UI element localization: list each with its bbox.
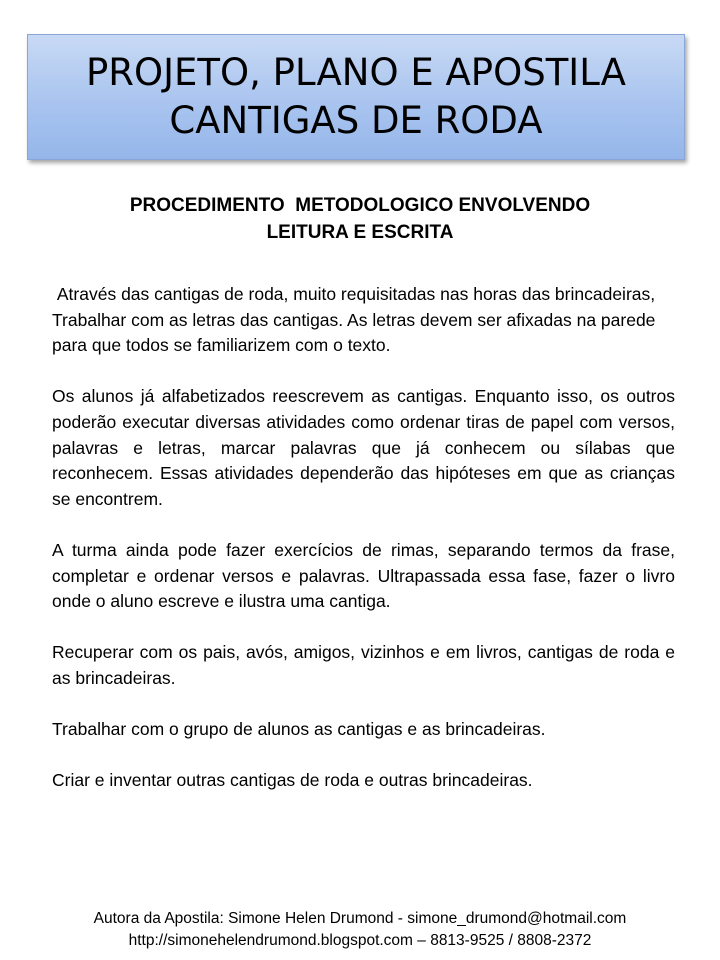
paragraph-recover: Recuperar com os pais, avós, amigos, vizinhos e em livros, cantigas de roda e as brincadeiras. <box>52 642 675 688</box>
footer <box>0 908 720 952</box>
paragraph-intro: Através das cantigas de roda, muito requisitadas nas horas das brincadeiras, Trabalhar com as letras das cantigas. As letras devem ser afixadas na parede para que todos se familiarizem com o texto. <box>52 284 661 356</box>
paragraph-create: Criar e inventar outras cantigas de roda e outras brincadeiras. <box>52 770 533 791</box>
section-heading-line-2: LEITURA E ESCRITA <box>266 222 454 243</box>
title-banner <box>27 34 685 160</box>
paragraph-group-work: Trabalhar com o grupo de alunos as cantigas e as brincadeiras. <box>52 719 546 740</box>
paragraph-rhymes: A turma ainda pode fazer exercícios de rimas, separando termos da frase, completar e ordenar versos e palavras. Ultrapassada essa fase, fazer o livro onde o aluno escreve e ilustra uma cantiga. <box>52 539 675 612</box>
paragraph-rewriting: Os alunos já alfabetizados reescrevem as cantigas. Enquanto isso, os outros poderão executar diversas atividades como ordenar tiras de papel com versos, palavras e letras, marcar palavras que já conhecem ou sílabas que reconhecem. Essas atividades dependerão das hipóteses em que as crianças se encontrem. <box>52 386 675 509</box>
section-heading-line-1: PROCEDIMENTO METODOLOGICO ENVOLVENDO <box>129 195 591 216</box>
section-heading <box>40 192 680 246</box>
page-title-line-1: PROJETO, PLANO E APOSTILA <box>86 51 626 94</box>
body-text <box>52 282 675 819</box>
footer-author-line: Autora da Apostila: Simone Helen Drumond - simone_drumond@hotmail.com <box>93 910 627 927</box>
page-title-line-2: CANTIGAS DE RODA <box>169 99 543 142</box>
footer-contact-line: http://simonehelendrumond.blogspot.com – 8813-9525 / 8808-2372 <box>128 932 592 949</box>
